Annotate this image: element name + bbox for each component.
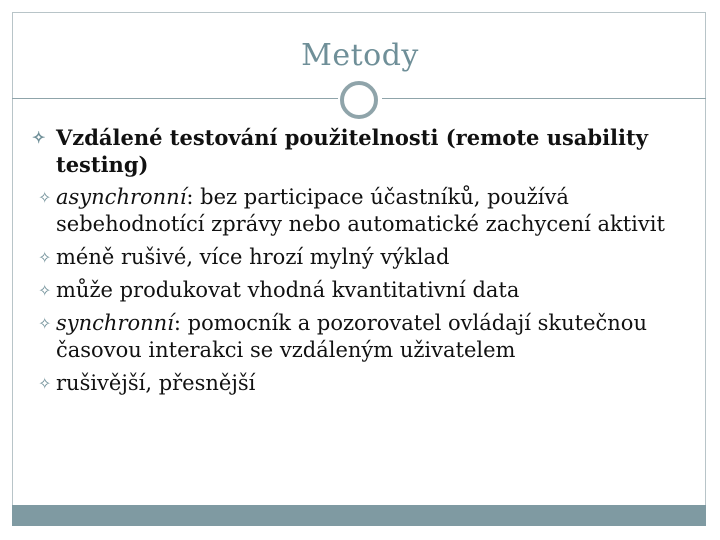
bullet-text: může produkovat vhodná kvantitativní data [56,278,520,302]
bullet-icon: ✧ [38,314,52,333]
footer-bar [12,505,706,526]
bullet-text: Vzdálené testování použitelnosti (remote usability testing) [56,125,648,177]
title-ring-ornament [340,81,378,119]
bullet-term: asynchronní [56,185,187,209]
bullet-list [32,124,688,403]
bullet-item-remote-usability-testing [30,124,680,178]
bullet-text: : pomocník a pozorovatel ovládají skutečnou časovou interakci se vzdáleným uživatelem [56,311,647,362]
slide-title: Metody [301,38,419,73]
bullet-icon: ✧ [38,248,52,267]
bullet-item-asynchronous [38,184,688,238]
title-divider-right [382,98,706,99]
bullet-icon: ✧ [32,128,46,147]
bullet-item-more-disruptive [38,370,688,397]
bullet-icon: ✧ [38,374,52,393]
bullet-item-less-disruptive [38,244,688,271]
bullet-icon: ✧ [38,188,52,207]
bullet-icon: ✧ [38,281,52,300]
bullet-item-synchronous [38,310,688,364]
bullet-text: : bez participace účastníků, používá sebehodnotící zprávy nebo automatické zachycení aktivit [56,185,665,236]
bullet-item-quantitative-data [38,277,688,304]
title-divider-left [12,98,338,99]
bullet-text: rušivější, přesnější [56,371,256,395]
bullet-term: synchronní [56,311,174,335]
bullet-text: méně rušivé, více hrozí mylný výklad [56,245,450,269]
